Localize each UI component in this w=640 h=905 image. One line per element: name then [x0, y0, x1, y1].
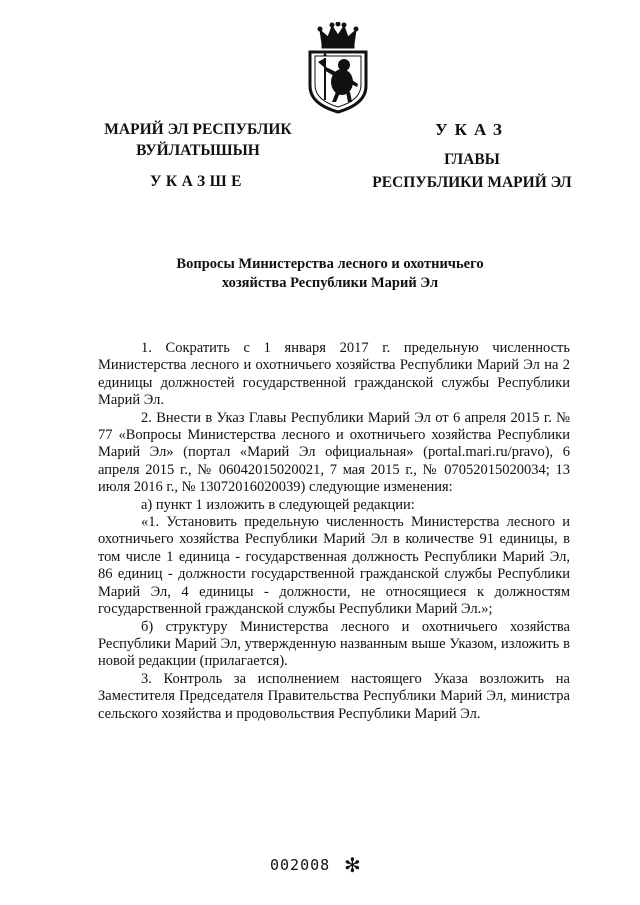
paragraph-2b: б) структуру Министерства лесного и охотничьего хозяйства Республики Марий Эл, утвержденную названным выше Указом, изложить в новой редакции (прилагается).	[98, 618, 570, 670]
paragraph-1: 1. Сократить с 1 января 2017 г. предельную численность Министерства лесного и охотничьего хозяйства Республики Марий Эл на 2 единицы должностей государственной гражданской службы Республики Марий Эл.	[98, 340, 570, 409]
header-right-line2: ГЛАВЫ	[444, 151, 500, 168]
document-title-line1: Вопросы Министерства лесного и охотничьего	[176, 256, 484, 272]
paragraph-2: 2. Внести в Указ Главы Республики Марий Эл от 6 апреля 2015 г. № 77 «Вопросы Министерства лесного и охотничьего хозяйства Республики Марий Эл» (портал «Марий Эл официальная» (portal.mari.ru/pravo), 6 апреля 2015 г., № 06042015020021, 7 мая 2015 г., № 07052015020034; 13 июля 2016 г., № 13072016020039) следующие изменения:	[98, 409, 570, 496]
header-left-line2: ВУЙЛАТЫШЫН	[136, 142, 260, 159]
header-right-line1: УКАЗ	[435, 120, 509, 139]
paragraph-3: 3. Контроль за исполнением настоящего Указа возложить на Заместителя Председателя Правительства Республики Марий Эл, министра сельского хозяйства и продовольствия Республики Марий Эл.	[98, 670, 570, 722]
paragraph-2a-text: «1. Установить предельную численность Министерства лесного и охотничьего хозяйства Республики Марий Эл в количестве 91 единицы, в том числе 1 единица - государственная должность Республики Марий Эл, 86 единиц - должности государственной гражданской службы Республики Марий Эл, 4 единицы - должности, не относящиеся к должностям государственной гражданской службы Республики Марий Эл.»;	[98, 514, 570, 618]
document-title-line2: хозяйства Республики Марий Эл	[221, 275, 439, 291]
header-right-line3: РЕСПУБЛИКИ МАРИЙ ЭЛ	[372, 174, 572, 191]
document-serial-number: 002008	[270, 856, 331, 874]
header-left-line1: МАРИЙ ЭЛ РЕСПУБЛИК	[104, 121, 292, 138]
asterisk-mark-icon: ✻	[344, 855, 361, 877]
coat-of-arms-icon	[298, 22, 378, 114]
paragraph-2a: а) пункт 1 изложить в следующей редакции:	[141, 496, 415, 513]
document-title	[120, 255, 540, 293]
document-body	[98, 340, 570, 723]
header-left-line3: УКАЗШЕ	[150, 173, 246, 190]
